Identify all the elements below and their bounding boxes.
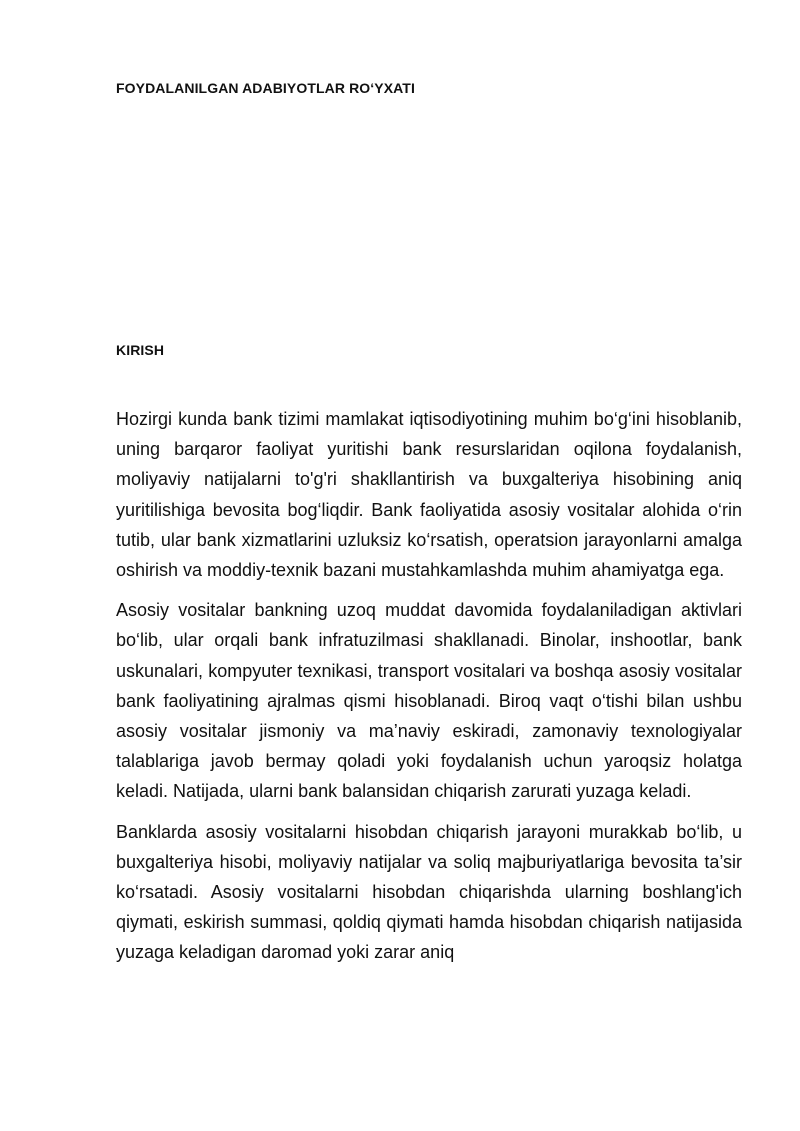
- introduction-heading: KIRISH: [116, 342, 165, 358]
- paragraph: Asosiy vositalar bankning uzoq muddat davomida foydalaniladigan aktivlari bo‘lib, ular orqali bank infratuzilmasi shakllanadi. Binolar, inshootlar, bank uskunalari, kompyuter texnikasi, transport vositalari va boshqa asosiy vositalar bank faoliyatining ajralmas qismi hisoblanadi. Biroq vaqt o‘tishi bilan ushbu asosiy vositalar jismoniy va ma’naviy eskiradi, zamonaviy texnologiyalar talablariga javob bermay qoladi yoki foydalanish uchun yaroqsiz holatga keladi. Natijada, ularni bank balansidan chiqarish zarurati yuzaga keladi.: [116, 600, 742, 802]
- introduction-body: [116, 404, 742, 978]
- paragraph: Hozirgi kunda bank tizimi mamlakat iqtisodiyotining muhim bo‘g‘ini hisoblanib, uning barqaror faoliyat yuritishi bank resurslaridan oqilona foydalanish, moliyaviy natijalarni to'g'ri shakllantirish va buxgalteriya hisobining aniq yuritilishiga bevosita bog‘liqdir. Bank faoliyatida asosiy vositalar alohida o‘rin tutib, ular bank xizmatlarini uzluksiz ko‘rsatish, operatsion jarayonlarni amalga oshirish va moddiy-texnik bazani mustahkamlashda muhim ahamiyatga ega.: [116, 409, 742, 581]
- references-heading: FOYDALANILGAN ADABIYOTLAR RO‘YXATI: [116, 80, 415, 96]
- paragraph: Banklarda asosiy vositalarni hisobdan chiqarish jarayoni murakkab bo‘lib, u buxgalteriya hisobi, moliyaviy natijalar va soliq majburiyatlariga bevosita ta’sir ko‘rsatadi. Asosiy vositalarni hisobdan chiqarishda ularning boshlang'ich qiymati, eskirish summasi, qoldiq qiymati hamda hisobdan chiqarish natijasida yuzaga keladigan daromad yoki zarar aniq: [116, 821, 742, 963]
